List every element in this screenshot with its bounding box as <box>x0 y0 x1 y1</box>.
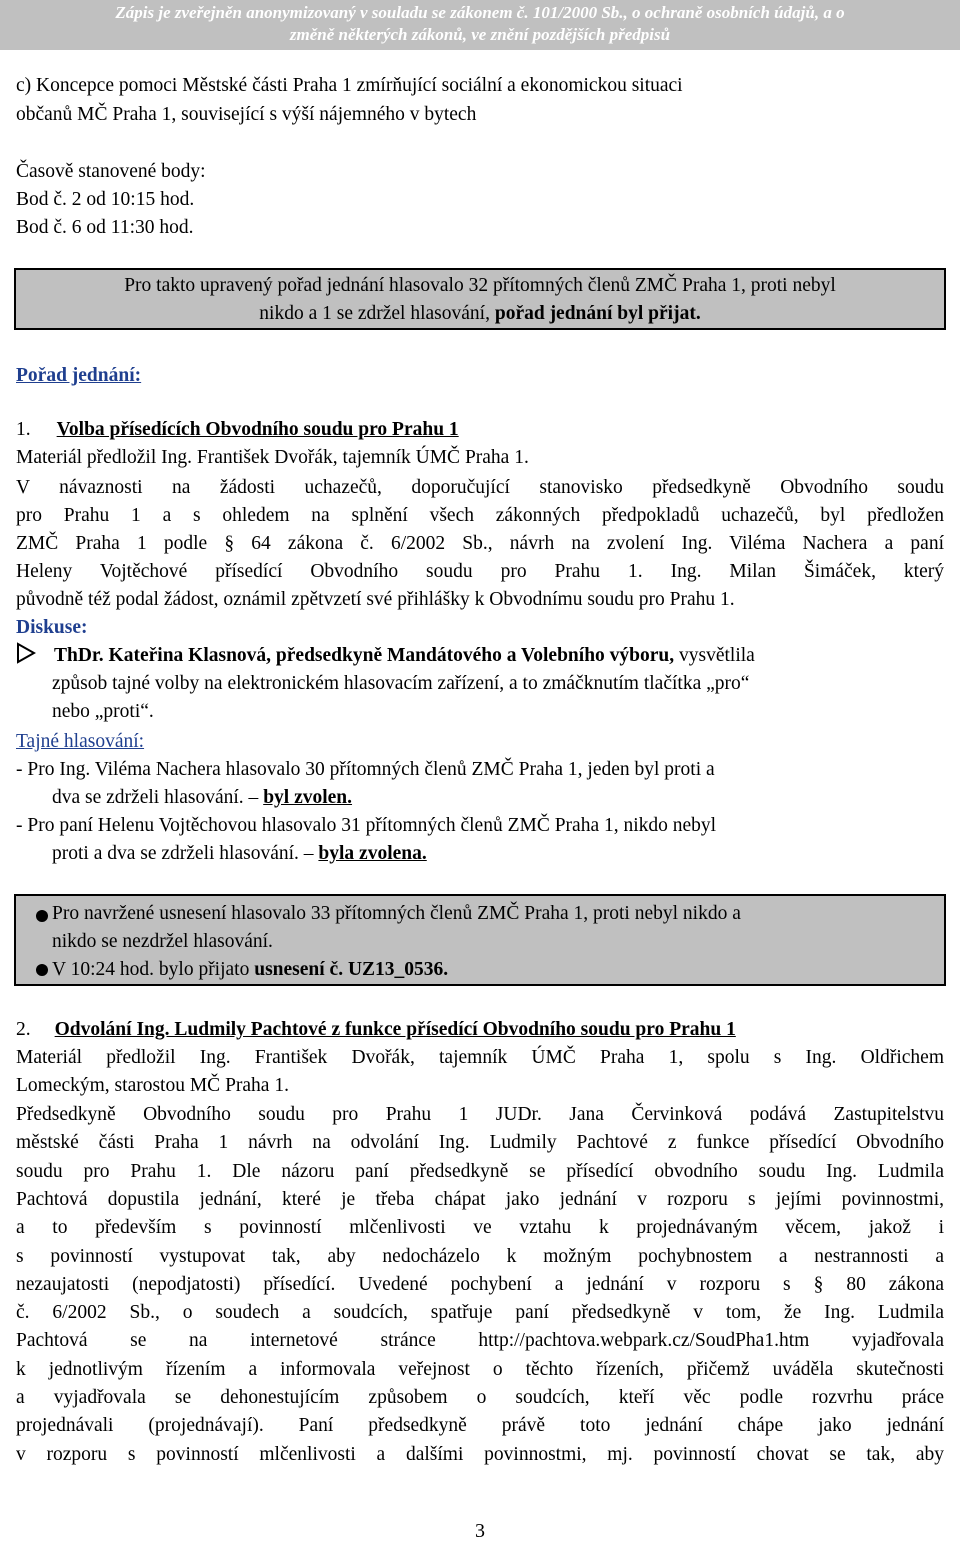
agenda-vote-result: pořad jednání byl přijat. <box>494 303 701 324</box>
resolution-bullet-1-line-1: Pro navržené usnesení hlasovalo 33 přítomných členů ZMČ Praha 1, proti nebyl nikdo a <box>52 903 741 924</box>
agenda-vote-line-2 <box>16 300 944 328</box>
item-2-para-line: a vyjadřovala se dehonestujícím způsobem o soudcích, kteří věc podle rozvrhu práce <box>16 1387 944 1408</box>
timed-point-1: Bod č. 2 od 10:15 hod. <box>16 189 195 210</box>
agenda-heading: Pořad jednání: <box>16 365 142 386</box>
item-2-para-line: projednávali (projednávají). Paní předsedkyně právě toto jednání chápe jako jednání <box>16 1415 944 1437</box>
item-2-material-line-2: Lomeckým, starostou MČ Praha 1. <box>16 1075 289 1096</box>
item-2-para-line: nezaujatosti (nepodjatosti) přísedící. Uvedené pochybení a jednání v rozporu s § 80 zákona <box>16 1273 944 1295</box>
discussion-text: vysvětlila <box>674 645 755 666</box>
item-1-para-line-1: V návaznosti na žádosti uchazečů, doporučující stanovisko předsedkyně Obvodního soudu <box>16 477 944 498</box>
page-number: 3 <box>475 1520 485 1542</box>
vote-vojtechova-text: proti a dva se zdrželi hlasování. – <box>52 843 319 864</box>
item-1-number: 1. <box>16 419 31 440</box>
item-2-number: 2. <box>16 1019 31 1040</box>
item-c-line-2: občanů MČ Praha 1, související s výší nájemného v bytech <box>16 104 477 125</box>
resolution-bullet-2 <box>52 956 942 984</box>
resolution-text: V 10:24 hod. bylo přijato <box>52 959 255 980</box>
item-2-title-line <box>16 1016 944 1044</box>
vote-vojtechova-line-1: - Pro paní Helenu Vojtěchovou hlasovalo 31 přítomných členů ZMČ Praha 1, nikdo nebyl <box>16 815 717 836</box>
vote-nacher-text: dva se zdrželi hlasování. – <box>52 787 264 808</box>
item-1-para-line-3: ZMČ Praha 1 podle § 64 zákona č. 6/2002 Sb., návrh na zvolení Ing. Viléma Nachera a paní <box>16 533 944 554</box>
bullet-icon <box>36 964 48 976</box>
header-line-1: Zápis je zveřejněn anonymizovaný v souladu se zákonem č. 101/2000 Sb., o ochraně osobních údajů, a o <box>115 3 845 22</box>
item-1-title: Volba přísedících Obvodního soudu pro Prahu 1 <box>56 419 459 440</box>
item-2-para-line: Předsedkyně Obvodního soudu pro Prahu 1 JUDr. Jana Červinková podává Zastupitelstvu <box>16 1104 944 1125</box>
item-1-para-line-2: pro Prahu 1 a s ohledem na splnění všech zákonných předpokladů uchazečů, byl předložen <box>16 505 944 526</box>
vote-nacher-line-1: - Pro Ing. Viléma Nachera hlasovalo 30 přítomných členů ZMČ Praha 1, jeden byl proti a <box>16 759 715 780</box>
header-line-2: změně některých zákonů, ve znění pozdějších předpisů <box>289 25 671 44</box>
item-2-para-line: soudu pro Prahu 1. Dle názoru paní předsedkyně se přísedící obvodního soudu Ing. Ludmila <box>16 1160 944 1182</box>
item-2-para-line: městské části Praha 1 návrh na odvolání Ing. Ludmily Pachtové z funkce přísedící Obvodního <box>16 1132 944 1154</box>
item-2-para-line: č. 6/2002 Sb., o soudech a soudcích, spatřuje paní předsedkyně v tom, že Ing. Ludmila <box>16 1302 944 1324</box>
agenda-vote-line-1: Pro takto upravený pořad jednání hlasovalo 32 přítomných členů ZMČ Praha 1, proti nebyl <box>124 275 836 296</box>
vote-nacher-line-2 <box>52 784 944 812</box>
item-2-para-line: k jednotlivým řízením a informovala veřejnost o těchto řízeních, přičemž uváděla skutečnosti <box>16 1358 944 1380</box>
anonymization-header <box>0 0 960 50</box>
item-2-para-line: v rozporu s povinností mlčenlivosti a dalšími povinnostmi, mj. povinností chovat se tak, aby <box>16 1443 944 1465</box>
bullet-icon <box>36 910 48 922</box>
agenda-vote-text: nikdo a 1 se zdržel hlasování, <box>259 303 495 324</box>
resolution-bullet-1-line-2: nikdo se nezdržel hlasování. <box>52 931 273 952</box>
item-1-material: Materiál předložil Ing. František Dvořák, tajemník ÚMČ Praha 1. <box>16 447 529 468</box>
resolution-box <box>14 894 946 986</box>
item-1-para-line-4: Heleny Vojtěchové přísedící Obvodního soudu pro Prahu 1. Ing. Milan Šimáček, který <box>16 561 944 582</box>
item-2-para-line: s povinností vystupovat tak, aby nedocházelo k možným pochybnostem a nestrannosti a <box>16 1245 944 1267</box>
item-2-para-line: a to především s povinností mlčenlivosti ve vztahu k projednávaným věcem, jakož i <box>16 1217 944 1239</box>
item-c-line-1: c) Koncepce pomoci Městské části Praha 1 zmírňující sociální a ekonomickou situaci <box>16 75 683 96</box>
discussion-label: Diskuse: <box>16 617 88 638</box>
discussion-speaker: ThDr. Kateřina Klasnová, předsedkyně Mandátového a Volebního výboru, <box>54 645 675 666</box>
item-2-title: Odvolání Ing. Ludmily Pachtové z funkce přísedící Obvodního soudu pro Prahu 1 <box>54 1019 736 1040</box>
vote-vojtechova-line-2 <box>52 840 944 868</box>
secret-vote-label: Tajné hlasování: <box>16 731 145 752</box>
discussion-entry-line-1 <box>16 642 944 673</box>
discussion-entry-line-3: nebo „proti“. <box>52 701 154 722</box>
vote-vojtechova-result: byla zvolena. <box>318 843 427 864</box>
agenda-vote-box <box>14 268 946 330</box>
item-1-title-line <box>16 416 944 444</box>
discussion-entry-line-2: způsob tajné volby na elektronickém hlasovacím zařízení, a to zmáčknutím tlačítka „pro“ <box>52 673 750 694</box>
timed-points-heading: Časově stanovené body: <box>16 161 206 182</box>
item-2-para-line: Pachtová se na internetové stránce http://pachtova.webpark.cz/SoudPha1.htm vyjadřovala <box>16 1330 944 1352</box>
item-2-para-line: Pachtová dopustila jednání, které je třeba chápat jako jednání v rozporu s jejími povinnostmi, <box>16 1188 944 1210</box>
vote-nacher-result: byl zvolen. <box>263 787 353 808</box>
item-1-para-line-5: původně též podal žádost, oznámil zpětvzetí své přihlášky k Obvodnímu soudu pro Prahu 1. <box>16 589 735 610</box>
resolution-number: usnesení č. UZ13_0536. <box>254 959 449 980</box>
timed-point-2: Bod č. 6 od 11:30 hod. <box>16 217 194 238</box>
item-2-material-line-1: Materiál předložil Ing. František Dvořák, tajemník ÚMČ Praha 1, spolu s Ing. Oldřichem <box>16 1047 944 1068</box>
arrow-bullet-icon <box>16 642 54 673</box>
